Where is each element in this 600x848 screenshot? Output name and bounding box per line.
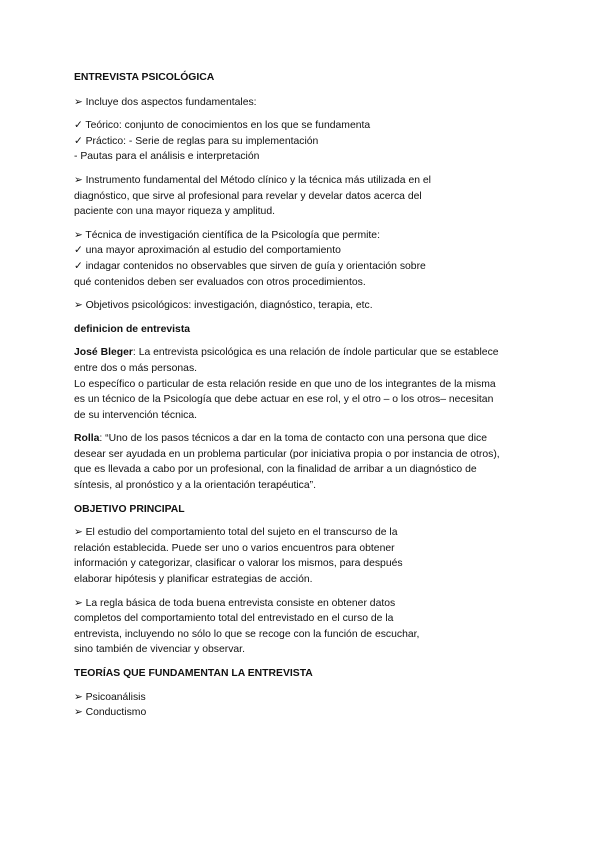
bleger-line: de su intervención técnica. (74, 409, 198, 421)
intro-item: - Pautas para el análisis e interpretación (74, 151, 260, 163)
rule-line: ➢ La regla básica de toda buena entrevista consiste en obtener datos (74, 597, 396, 609)
definition-heading: definicion de entrevista (74, 323, 191, 335)
technique-line: ➢ Técnica de investigación científica de la Psicología que permite: (74, 229, 380, 241)
bleger-line: es un técnico de la Psicología que debe actuar en ese rol, y el otro – o los otros– necesitan (74, 394, 494, 406)
intro-item: ✓ Teórico: conjunto de conocimientos en los que se fundamenta (74, 120, 371, 132)
instrument-line: paciente con una mayor riqueza y amplitud. (74, 206, 275, 218)
rule-line: completos del comportamiento total del entrevistado en el curso de la (74, 613, 394, 625)
bleger-line: Lo específico o particular de esta relación reside en que uno de los integrantes de la misma (74, 378, 496, 390)
intro-item: ✓ Práctico: - Serie de reglas para su implementación (74, 135, 319, 147)
document-title: ENTREVISTA PSICOLÓGICA (74, 72, 215, 83)
rule-line: sino también de vivenciar y observar. (74, 644, 245, 656)
objective-line: ➢ El estudio del comportamiento total del sujeto en el transcurso de la (74, 527, 398, 539)
technique-line: ✓ una mayor aproximación al estudio del comportamiento (74, 245, 341, 257)
document-page (74, 70, 544, 721)
rolla-line (74, 431, 544, 447)
bleger-name: José Bleger (74, 347, 133, 359)
instrument-line: ➢ Instrumento fundamental del Método clínico y la técnica más utilizada en el (74, 174, 431, 186)
rolla-line: síntesis, al pronóstico y a la orientación terapéutica”. (74, 480, 316, 492)
rolla-line: que es llevada a cabo por un profesional, con la finalidad de arribar a un diagnóstico de (74, 464, 477, 476)
objective-line: información y categorizar, clasificar o valorar los mismos, para después (74, 558, 403, 570)
theory-item: ➢ Conductismo (74, 707, 147, 719)
technique-line: qué contenidos deben ser evaluados con otros procedimientos. (74, 276, 366, 288)
rolla-name: Rolla (74, 433, 100, 445)
rule-line: entrevista, incluyendo no sólo lo que se recoge con la función de escuchar, (74, 628, 420, 640)
rolla-text: : “Uno de los pasos técnicos a dar en la toma de contacto con una persona que dice (99, 433, 487, 445)
objective-line: relación establecida. Puede ser uno o varios encuentros para obtener (74, 542, 395, 554)
objective-line: elaborar hipótesis y planificar estrategias de acción. (74, 574, 313, 586)
rolla-line: desear ser ayudada en un problema particular (por iniciativa propia o por instancia de otros), (74, 448, 500, 460)
bleger-text: : La entrevista psicológica es una relación de índole particular que se establece (132, 347, 499, 359)
objective-heading: OBJETIVO PRINCIPAL (74, 503, 185, 515)
technique-line: ✓ indagar contenidos no observables que sirven de guía y orientación sobre (74, 260, 426, 272)
objectives-line: ➢ Objetivos psicológicos: investigación, diagnóstico, terapia, etc. (74, 300, 373, 312)
bleger-line (74, 345, 544, 361)
theories-heading: TEORÍAS QUE FUNDAMENTAN LA ENTREVISTA (74, 668, 313, 679)
instrument-line: diagnóstico, que sirve al profesional para revelar y develar datos acerca del (74, 190, 422, 202)
intro-lead: ➢ Incluye dos aspectos fundamentales: (74, 96, 257, 108)
theory-item: ➢ Psicoanálisis (74, 691, 146, 703)
bleger-line: entre dos o más personas. (74, 362, 198, 374)
